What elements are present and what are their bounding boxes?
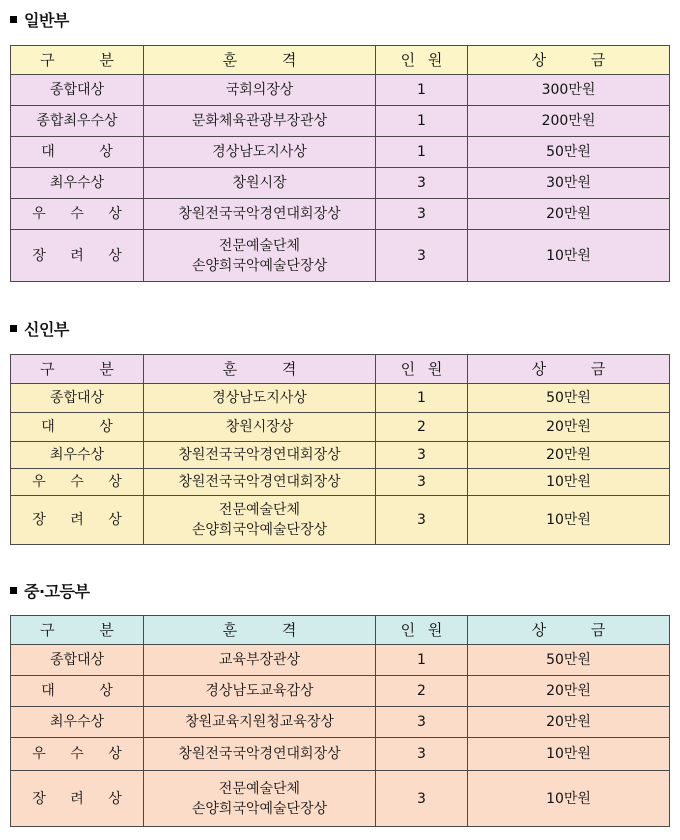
cell-prize: 50만원	[468, 137, 670, 168]
cell-category: 종합최우수상	[11, 106, 144, 137]
table-row	[11, 199, 670, 230]
cell-award	[144, 199, 376, 230]
cell-award	[144, 384, 376, 413]
award-line: 전문예술단체	[218, 780, 301, 797]
award-line: 손양희국악예술단장상	[191, 800, 328, 817]
square-bullet-icon	[10, 325, 17, 332]
cell-category: 최우수상	[11, 168, 144, 199]
cell-count: 2	[376, 413, 468, 442]
header-category: 구 분	[11, 616, 144, 645]
award-line: 국회의장상	[225, 82, 294, 98]
square-bullet-icon	[10, 587, 17, 594]
cell-award	[144, 676, 376, 707]
cell-award	[144, 707, 376, 738]
award-line: 경상남도교육감상	[205, 683, 314, 699]
section-title-rookie	[10, 317, 69, 339]
table-row	[11, 676, 670, 707]
table-row	[11, 707, 670, 738]
cell-prize: 10만원	[468, 496, 670, 545]
table-row	[11, 442, 670, 469]
cell-category: 장 려 상	[11, 771, 144, 827]
cell-count: 1	[376, 137, 468, 168]
header-prize: 상 금	[468, 355, 670, 384]
award-line: 전문예술단체	[218, 502, 301, 518]
cell-award	[144, 738, 376, 771]
table-row	[11, 469, 670, 496]
cell-category: 우 수 상	[11, 199, 144, 230]
cell-award	[144, 413, 376, 442]
cell-prize: 10만원	[468, 230, 670, 282]
cell-count: 3	[376, 738, 468, 771]
header-prize: 상 금	[468, 46, 670, 75]
award-line: 경상남도지사상	[212, 390, 307, 406]
square-bullet-icon	[10, 16, 17, 23]
table-row	[11, 75, 670, 106]
cell-award	[144, 75, 376, 106]
cell-award	[144, 645, 376, 676]
cell-prize: 30만원	[468, 168, 670, 199]
cell-count: 3	[376, 199, 468, 230]
cell-prize: 20만원	[468, 707, 670, 738]
header-prize: 상 금	[468, 616, 670, 645]
header-category: 구 분	[11, 355, 144, 384]
cell-category: 종합대상	[11, 645, 144, 676]
section-title-text: 중·고등부	[24, 581, 90, 601]
cell-category: 대 상	[11, 676, 144, 707]
award-line: 창원전국국악경연대회장상	[178, 447, 341, 463]
cell-prize: 10만원	[468, 469, 670, 496]
table-row	[11, 384, 670, 413]
award-line: 문화체육관광부장관상	[191, 113, 328, 129]
table-header-row	[11, 355, 670, 384]
cell-count: 3	[376, 442, 468, 469]
table-row	[11, 137, 670, 168]
table-row	[11, 106, 670, 137]
award-line: 창원전국국악경연대회장상	[178, 206, 341, 222]
cell-category: 최우수상	[11, 442, 144, 469]
cell-category: 우 수 상	[11, 469, 144, 496]
cell-category: 최우수상	[11, 707, 144, 738]
cell-award	[144, 106, 376, 137]
cell-category: 장 려 상	[11, 496, 144, 545]
table-row	[11, 230, 670, 282]
table-row	[11, 645, 670, 676]
awards-table-general	[10, 45, 670, 282]
header-award: 훈 격	[144, 616, 376, 645]
cell-prize: 50만원	[468, 384, 670, 413]
award-line: 전문예술단체	[218, 237, 301, 254]
award-line: 창원전국국악경연대회장상	[178, 746, 341, 762]
cell-award	[144, 137, 376, 168]
section-title-middle-high	[10, 579, 89, 601]
header-count: 인 원	[376, 46, 468, 75]
cell-count: 3	[376, 707, 468, 738]
section-title-text: 신인부	[24, 319, 69, 339]
cell-count: 3	[376, 230, 468, 282]
award-line: 창원교육지원청교육장상	[185, 714, 334, 730]
header-award: 훈 격	[144, 46, 376, 75]
cell-prize: 300만원	[468, 75, 670, 106]
cell-prize: 20만원	[468, 442, 670, 469]
cell-award	[144, 771, 376, 827]
cell-award	[144, 496, 376, 545]
cell-prize: 200만원	[468, 106, 670, 137]
header-count: 인 원	[376, 616, 468, 645]
table-row	[11, 413, 670, 442]
cell-prize: 50만원	[468, 645, 670, 676]
header-count: 인 원	[376, 355, 468, 384]
award-line: 경상남도지사상	[212, 144, 307, 160]
cell-count: 3	[376, 168, 468, 199]
cell-prize: 10만원	[468, 738, 670, 771]
cell-category: 종합대상	[11, 384, 144, 413]
cell-award	[144, 442, 376, 469]
cell-prize: 20만원	[468, 413, 670, 442]
section-title-general	[10, 8, 69, 30]
table-row	[11, 496, 670, 545]
cell-prize: 20만원	[468, 199, 670, 230]
section-title-text: 일반부	[24, 10, 69, 30]
cell-award	[144, 469, 376, 496]
award-line: 창원시장	[232, 175, 287, 191]
cell-count: 2	[376, 676, 468, 707]
cell-prize: 20만원	[468, 676, 670, 707]
cell-category: 장 려 상	[11, 230, 144, 282]
cell-count: 3	[376, 771, 468, 827]
table-header-row	[11, 616, 670, 645]
cell-count: 1	[376, 645, 468, 676]
award-line: 창원시장상	[225, 419, 294, 435]
cell-count: 1	[376, 75, 468, 106]
cell-category: 종합대상	[11, 75, 144, 106]
cell-award	[144, 230, 376, 282]
cell-count: 3	[376, 496, 468, 545]
table-row	[11, 771, 670, 827]
award-line: 손양희국악예술단장상	[191, 257, 328, 274]
awards-table-middle-high	[10, 615, 670, 827]
cell-prize: 10만원	[468, 771, 670, 827]
header-category: 구 분	[11, 46, 144, 75]
awards-table-rookie	[10, 354, 670, 545]
table-header-row	[11, 46, 670, 75]
cell-award	[144, 168, 376, 199]
cell-count: 1	[376, 384, 468, 413]
cell-category: 대 상	[11, 137, 144, 168]
award-line: 교육부장관상	[218, 652, 301, 668]
cell-category: 우 수 상	[11, 738, 144, 771]
cell-count: 3	[376, 469, 468, 496]
cell-category: 대 상	[11, 413, 144, 442]
table-row	[11, 738, 670, 771]
award-line: 손양희국악예술단장상	[191, 522, 328, 538]
cell-count: 1	[376, 106, 468, 137]
table-row	[11, 168, 670, 199]
award-line: 창원전국국악경연대회장상	[178, 474, 341, 490]
header-award: 훈 격	[144, 355, 376, 384]
